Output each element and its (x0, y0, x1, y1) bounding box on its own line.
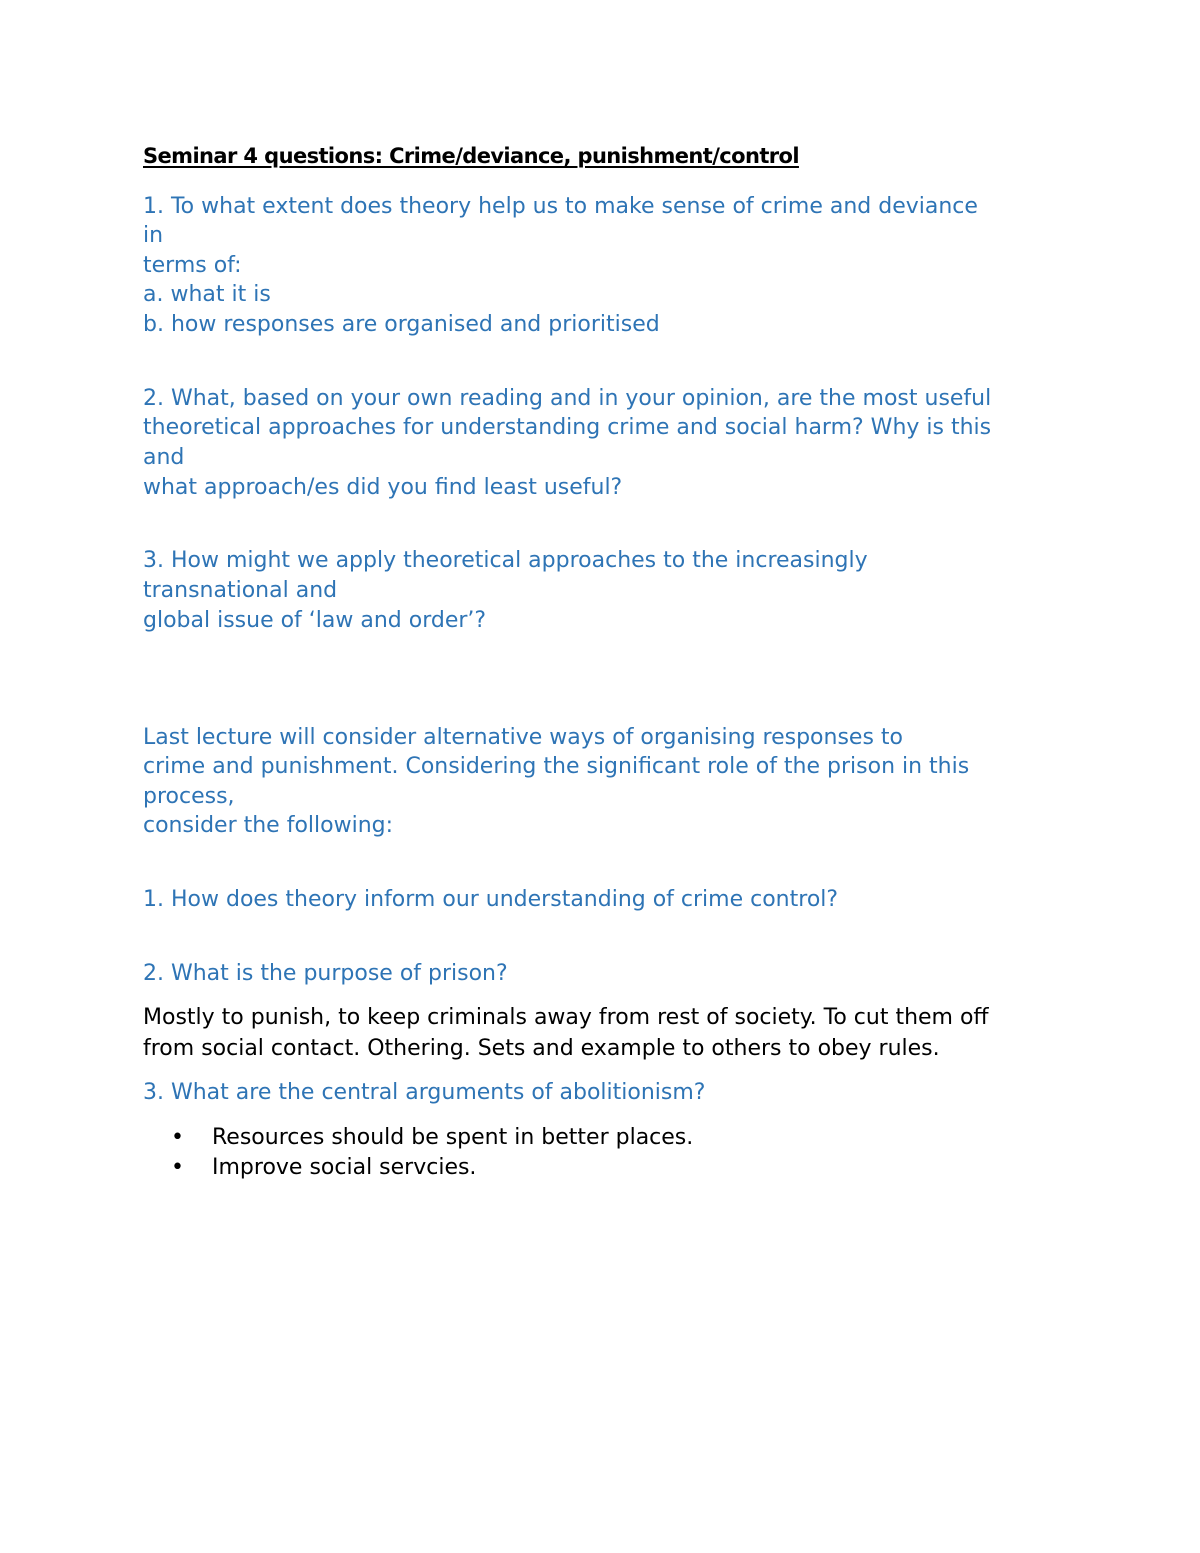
answer-2-line-2: from social contact. Othering. Sets and example to others to obey rules. (143, 1036, 940, 1061)
bullet-marker: • (171, 1155, 184, 1180)
question-1-line-1: 1. To what extent does theory help us to make sense of crime and deviance (143, 194, 978, 219)
lecture-intro-line-1: Last lecture will consider alternative ways of organising responses to (143, 725, 903, 750)
lecture-intro-line-3: process, (143, 784, 235, 809)
question-1-part-a: a. what it is (143, 282, 271, 307)
lecture-intro-line-4: consider the following: (143, 813, 394, 838)
document-title: Seminar 4 questions: Crime/deviance, punishment/control (143, 144, 799, 168)
question-2-line-2: theoretical approaches for understanding crime and social harm? Why is this (143, 415, 992, 440)
lecture-question-3: 3. What are the central arguments of abolitionism? (143, 1080, 706, 1105)
question-3-line-3: global issue of ‘law and order’? (143, 608, 487, 633)
lecture-intro-line-2: crime and punishment. Considering the significant role of the prison in this (143, 754, 970, 779)
bullet-marker: • (171, 1125, 184, 1150)
question-1-line-2: in (143, 223, 164, 248)
question-1-line-3: terms of: (143, 253, 242, 278)
answer-2-line-1: Mostly to punish, to keep criminals away from rest of society. To cut them off (143, 1005, 989, 1030)
question-1-part-b: b. how responses are organised and prioritised (143, 312, 660, 337)
question-3-line-1: 3. How might we apply theoretical approaches to the increasingly (143, 548, 868, 573)
lecture-question-2: 2. What is the purpose of prison? (143, 961, 508, 986)
bullet-item: Resources should be spent in better places. (212, 1125, 694, 1150)
bullet-item: Improve social servcies. (212, 1155, 477, 1180)
question-2-line-3: and (143, 445, 185, 470)
question-2-line-1: 2. What, based on your own reading and in your opinion, are the most useful (143, 386, 992, 411)
lecture-question-1: 1. How does theory inform our understanding of crime control? (143, 887, 839, 912)
question-2-line-4: what approach/es did you find least useful? (143, 475, 623, 500)
question-3-line-2: transnational and (143, 578, 338, 603)
